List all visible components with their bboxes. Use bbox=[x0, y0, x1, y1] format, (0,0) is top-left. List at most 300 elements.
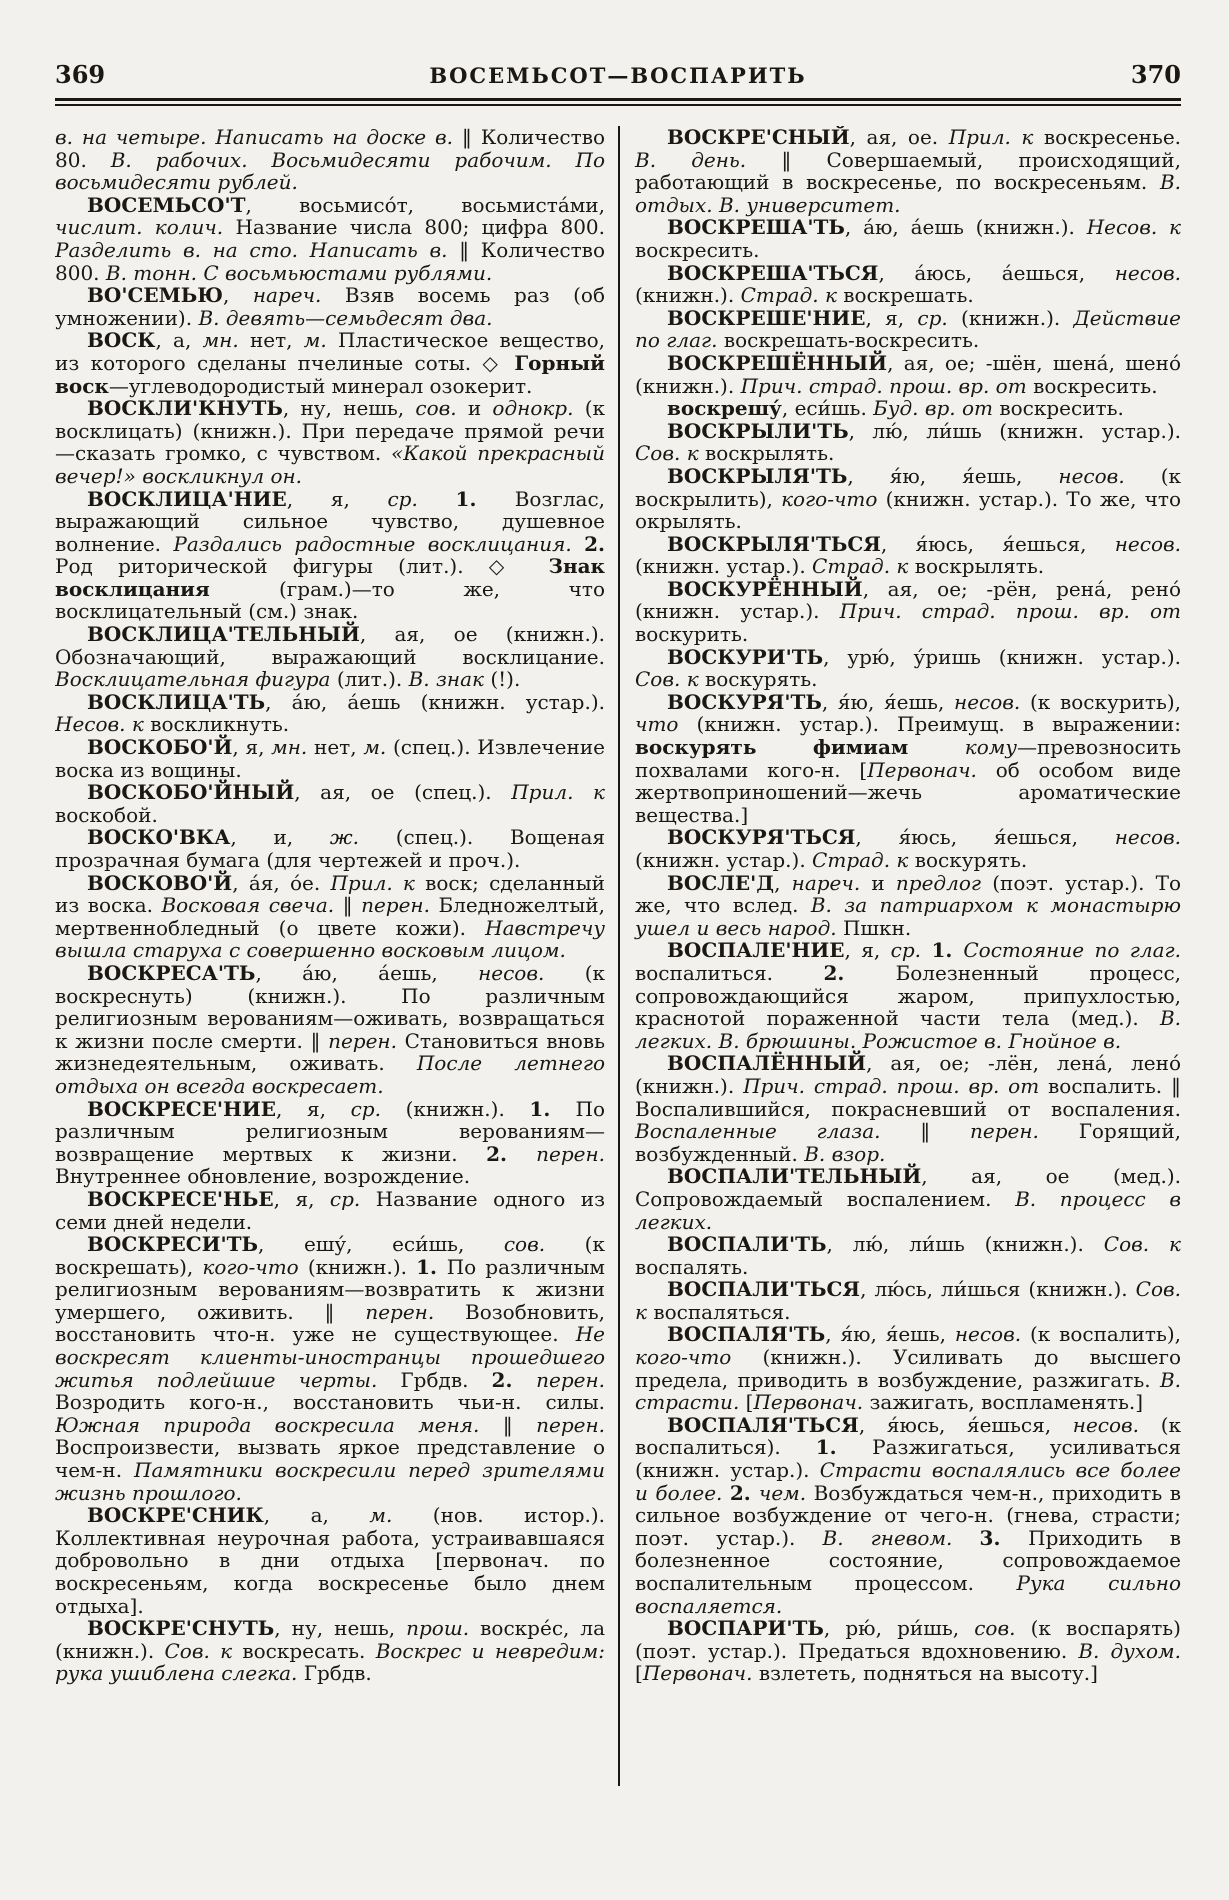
text-run: , лю́, ли́шь (книжн. устар.). bbox=[848, 418, 1181, 443]
text-run: воспаляться. bbox=[653, 1299, 791, 1324]
text-run: ВОСПАЛЕ'НИЕ bbox=[667, 938, 845, 963]
text-run: ВОСКУРЯ'ТЬ bbox=[667, 689, 822, 714]
text-run: , и, bbox=[230, 825, 330, 850]
text-run: ВОСКРЕСЕ'НИЕ bbox=[87, 1096, 277, 1121]
dictionary-entry bbox=[635, 216, 1181, 261]
text-run: ВОСКО'ВКА bbox=[87, 825, 231, 850]
text-run: ВОСКРЕ'СНИК bbox=[87, 1503, 264, 1528]
text-run: В. взор. bbox=[804, 1141, 886, 1166]
text-run: несов. bbox=[478, 960, 585, 985]
text-run: Первонач. bbox=[753, 1390, 870, 1415]
text-run: , ая, ое; -рён, рена́, рено́ (книжн. устар.). bbox=[635, 576, 1181, 624]
text-run: ВОСКУРЯ'ТЬСЯ bbox=[667, 825, 856, 850]
page-number-right: 370 bbox=[1130, 60, 1181, 89]
text-run: Род риторической фигуры (лит.). ◇ bbox=[55, 554, 549, 579]
text-run: об особом виде жертвоприношений—жечь ароматические вещества.] bbox=[635, 757, 1181, 827]
text-run: Прил. к bbox=[948, 126, 1044, 149]
text-run: Прич. страд. прош. вр. от bbox=[743, 1073, 1049, 1098]
text-run: ВОСКУРИ'ТЬ bbox=[667, 644, 824, 669]
dictionary-entry bbox=[635, 465, 1181, 533]
text-run: воскурить. bbox=[635, 622, 749, 647]
header-rule bbox=[55, 98, 1181, 106]
column-right bbox=[618, 126, 1181, 1786]
text-run: —превозносить похвалами кого-н. [ bbox=[635, 735, 1181, 782]
text-run: 2. bbox=[729, 1480, 759, 1505]
dictionary-entry bbox=[635, 1233, 1181, 1278]
text-run: перен. bbox=[361, 893, 439, 918]
text-run: кого-что bbox=[781, 486, 886, 511]
text-run: ВОСКРЕШЕ'НИЕ bbox=[667, 305, 866, 330]
text-run: Грбдв. bbox=[303, 1661, 372, 1686]
text-run: Возбуждаться чем-н., приходить в сильное возбуждение от чего-н. (гнева, страсти; поэт. устар.). bbox=[635, 1480, 1181, 1550]
text-run: воскурять. bbox=[914, 848, 1028, 872]
text-run: воспалиться. bbox=[635, 960, 824, 985]
dictionary-entry bbox=[635, 397, 1181, 420]
text-run: Разделить в. на сто. Написать в. bbox=[55, 237, 460, 262]
text-run: ВОСКУРЁННЫЙ bbox=[667, 576, 863, 601]
text-run: , я́юсь, я́ешься, bbox=[858, 1412, 1073, 1437]
text-run: В. духом. bbox=[1078, 1638, 1181, 1663]
text-run: воскурять. bbox=[705, 667, 818, 692]
text-run: Пшкн. bbox=[842, 915, 912, 940]
text-run: несов. bbox=[1072, 1412, 1161, 1437]
dictionary-entry bbox=[55, 329, 605, 397]
text-run: В. знак bbox=[408, 667, 491, 692]
text-run: воспалять. bbox=[635, 1254, 749, 1279]
text-run: (нов. истор.). Коллективная неурочная работа, устраивавшаяся добровольно в дни отдыха [первонач. по воскресеньям, когда воскресенье было днем отдыха]. bbox=[55, 1503, 606, 1618]
text-run: воскрылять. bbox=[705, 441, 835, 466]
text-run: , рю́, ри́шь, bbox=[823, 1616, 975, 1641]
text-run: 3. bbox=[979, 1525, 1029, 1550]
text-run: ВОСКЛИЦА'ТЬ bbox=[87, 689, 266, 714]
text-run: 2. bbox=[486, 1141, 537, 1166]
text-run: Состояние по глаг. bbox=[963, 938, 1181, 963]
text-run: ВОСПАРИ'ТЬ bbox=[667, 1616, 824, 1641]
text-run: сов. bbox=[974, 1616, 1031, 1641]
dictionary-entry bbox=[635, 578, 1181, 646]
text-run: воск; сделанный из воска. bbox=[55, 870, 605, 918]
text-run: нареч. bbox=[791, 870, 872, 895]
running-title: ВОСЕМЬСОТ—ВОСПАРИТЬ bbox=[429, 63, 807, 88]
dictionary-entry bbox=[55, 1617, 605, 1685]
text-run: (книжн.). bbox=[635, 283, 741, 308]
text-run: В. за патриархом к монастырю ушел и весь народ. bbox=[635, 893, 1181, 940]
text-run: [ bbox=[745, 1390, 754, 1415]
text-run: Прич. страд. прош. вр. от bbox=[740, 373, 1034, 398]
text-run: (книжн.). bbox=[961, 305, 1074, 330]
text-run: 1. bbox=[455, 486, 515, 511]
text-run: , ая, ое; -лён, лена́, лено́ (книжн.). bbox=[635, 1051, 1181, 1098]
text-run: ‖ Совершаемый, происходящий, работающий в воскресенье, по воскресеньям. bbox=[635, 147, 1181, 195]
text-run: воспалить. ‖ Воспалившийся, покрасневший от воспаления. bbox=[635, 1073, 1181, 1121]
dictionary-entry bbox=[635, 1414, 1181, 1617]
text-run: в. на четыре. Написать на доске в. bbox=[55, 126, 462, 149]
text-run: Возобновить, восстановить что-н. уже не существующее. bbox=[55, 1299, 605, 1347]
text-run: После летнего отдыха он всегда воскресает. bbox=[55, 1051, 605, 1098]
text-run: ср. bbox=[387, 486, 456, 511]
text-run: сов. bbox=[415, 396, 468, 421]
text-run: ВОСКЛИ'КНУТЬ bbox=[87, 396, 283, 421]
text-run: Страсти воспалялись все более и более. bbox=[635, 1458, 1181, 1505]
text-run: воскре́с, ла (книжн.). bbox=[55, 1616, 606, 1663]
text-run: 1. bbox=[416, 1254, 447, 1279]
dictionary-entry bbox=[635, 872, 1181, 940]
text-run: мн. bbox=[202, 328, 250, 353]
text-run: В. гневом. bbox=[822, 1525, 980, 1550]
dictionary-entry bbox=[635, 1323, 1181, 1413]
text-run: ср. bbox=[329, 1186, 376, 1211]
text-run: (к воскреснуть) (книжн.). По различным религиозным верованиям—оживать, возвращаться к жизни после смерти. ‖ bbox=[55, 960, 605, 1053]
text-run: Страд. к bbox=[740, 283, 844, 308]
text-run: ВОСКОВО'Й bbox=[87, 870, 233, 895]
text-run: несов. bbox=[954, 1322, 1030, 1347]
text-run: ‖ bbox=[502, 1412, 537, 1437]
text-run: (!). bbox=[490, 667, 521, 692]
text-run: несов. bbox=[954, 689, 1030, 714]
text-run: Несов. к bbox=[55, 712, 151, 737]
text-run: 1. bbox=[529, 1096, 576, 1121]
text-run: ВОСЕМЬСО'Т bbox=[87, 192, 246, 217]
dictionary-entry bbox=[635, 262, 1181, 307]
text-run: Первонач. bbox=[642, 1661, 759, 1686]
text-run: , а́я, о́е. bbox=[232, 870, 331, 895]
text-run: В. процесс в легких. bbox=[635, 1186, 1181, 1234]
text-run: (книжн.). Усиливать до высшего предела, приводить в возбуждение, разжигать. bbox=[635, 1345, 1181, 1392]
dictionary-entry bbox=[635, 939, 1181, 1052]
text-run: ВОСК bbox=[87, 328, 156, 353]
text-run: перен. bbox=[328, 1028, 405, 1053]
text-run: 1. bbox=[931, 938, 964, 963]
text-run: Несов. к bbox=[1086, 215, 1181, 240]
text-run: 1. bbox=[815, 1435, 873, 1460]
dictionary-entry bbox=[635, 307, 1181, 352]
text-run: (лит.). bbox=[336, 667, 409, 692]
text-run: м. bbox=[369, 1503, 433, 1528]
text-run: , я, bbox=[844, 938, 891, 963]
text-run: , bbox=[223, 283, 253, 308]
text-run: воскресать. bbox=[242, 1638, 376, 1663]
text-run: Знак восклицания bbox=[55, 554, 605, 601]
text-run: Разжигаться, усиливаться (книжн. устар.). bbox=[635, 1435, 1181, 1483]
text-run: , я, bbox=[232, 735, 272, 760]
text-run: воскресить. bbox=[1033, 373, 1158, 398]
dictionary-entry bbox=[635, 352, 1181, 397]
text-run: , я, bbox=[286, 486, 388, 511]
text-run: , а, bbox=[263, 1503, 370, 1528]
text-run: Название одного из семи дней недели. bbox=[55, 1186, 606, 1234]
text-run: , урю́, у́ришь (книжн. устар.). bbox=[823, 644, 1181, 669]
text-run: ВОСКРЕША'ТЬ bbox=[667, 215, 845, 240]
text-run: , а́юсь, а́ешься, bbox=[878, 260, 1115, 285]
text-run: Первонач. bbox=[867, 757, 996, 782]
text-run: Страд. к bbox=[812, 554, 915, 579]
text-run: кому bbox=[964, 735, 1017, 760]
dictionary-entry bbox=[55, 623, 605, 691]
text-run: (книжн. устар.). Преимущ. в выражении: bbox=[696, 712, 1181, 737]
text-run: и bbox=[871, 870, 896, 895]
text-run: ВОСКРЕШЁННЫЙ bbox=[667, 350, 888, 375]
text-run: перен. bbox=[536, 1141, 606, 1166]
text-run: несов. bbox=[1114, 825, 1181, 850]
text-run: Навстречу вышла старуха с совершенно восковым лицом. bbox=[55, 915, 605, 963]
text-run: (к воскрылить), bbox=[635, 463, 1181, 511]
text-run: перен. bbox=[365, 1299, 465, 1324]
dictionary-entry bbox=[55, 781, 605, 826]
text-run: (к воспарять) (поэт. устар.). Предаться вдохновению. bbox=[635, 1616, 1181, 1663]
text-run: однокр. bbox=[492, 396, 585, 421]
text-run: ВОСКОБО'Й bbox=[87, 735, 233, 760]
text-run: Возглас, выражающий сильное чувство, душевное волнение. bbox=[55, 486, 606, 556]
text-run: , ешу́, еси́шь, bbox=[258, 1232, 504, 1257]
text-run: В. легких. В. брюшины. Рожистое в. Гнойное в. bbox=[635, 1006, 1181, 1053]
text-run: ср. bbox=[890, 938, 932, 963]
text-run: ВОСКЛИЦА'ТЕЛЬНЫЙ bbox=[87, 622, 360, 647]
dictionary-entry bbox=[55, 872, 605, 962]
text-run: , ая, ое (спец.). bbox=[294, 780, 512, 805]
text-run: м. bbox=[303, 328, 338, 353]
text-run: ВОСПАЛЯ'ТЬ bbox=[667, 1322, 826, 1347]
dictionary-entry bbox=[55, 126, 605, 194]
text-run: Горный воск bbox=[55, 350, 605, 398]
text-run: (книжн.). bbox=[307, 1254, 417, 1279]
text-run: , я́ю, я́ешь, bbox=[821, 689, 955, 714]
text-run: Становиться вновь жизнедеятельным, оживать. bbox=[55, 1028, 605, 1076]
text-run: ВОСКРЕ'СНУТЬ bbox=[87, 1616, 275, 1641]
dictionary-entry bbox=[635, 1617, 1181, 1685]
text-run: В. отдых. В. университет. bbox=[635, 170, 1181, 217]
text-run: [ bbox=[635, 1661, 643, 1686]
text-run: предлог bbox=[895, 870, 993, 895]
text-run: , ая, ое. bbox=[849, 126, 949, 149]
text-run: Прил. к bbox=[511, 780, 605, 805]
text-run: В. девять—семьдесят два. bbox=[198, 305, 493, 330]
text-run: несов. bbox=[1058, 463, 1161, 488]
text-run: ВОСПАЛИ'ТЬ bbox=[667, 1232, 827, 1257]
text-run: Не воскресят клиенты-иностранцы прошедшего житья подлейшие черты. bbox=[55, 1322, 605, 1392]
text-run: и bbox=[467, 396, 493, 421]
text-run: Грбдв. bbox=[400, 1367, 492, 1392]
text-run: (спец.). Вощеная прозрачная бумага (для чертежей и проч.). bbox=[55, 825, 605, 872]
text-run: , а́ю, а́ешь, bbox=[255, 960, 479, 985]
text-run: 2. bbox=[491, 1367, 537, 1392]
text-run: воскобой. bbox=[55, 802, 158, 827]
text-run: ВОСКРЕША'ТЬСЯ bbox=[667, 260, 879, 285]
text-run: воскрылять. bbox=[914, 554, 1045, 579]
text-run: В. рабочих. Восьмидесяти рабочим. По восьмидесяти рублей. bbox=[55, 147, 605, 195]
text-run: ВОСПАЛЁННЫЙ bbox=[667, 1051, 867, 1076]
text-run: , bbox=[774, 870, 792, 895]
text-run: , ну, нешь, bbox=[282, 396, 416, 421]
text-run: перен. bbox=[536, 1367, 606, 1392]
text-run: воскресенье. bbox=[1043, 126, 1181, 149]
text-run: несов. bbox=[1114, 260, 1181, 285]
text-run: кого-что bbox=[202, 1254, 308, 1279]
text-run: Восклицательная фигура bbox=[55, 667, 337, 692]
text-run: ВОСПАЛЯ'ТЬСЯ bbox=[667, 1412, 859, 1437]
text-run: воскрешать-воскресить. bbox=[723, 328, 980, 353]
text-run: (книжн. устар.). bbox=[635, 554, 813, 579]
text-run: нет, bbox=[314, 735, 364, 760]
dictionary-entry bbox=[635, 1052, 1181, 1165]
text-run: ВОСКРЕСЕ'НЬЕ bbox=[87, 1186, 274, 1211]
text-run: ‖ Количество 80. bbox=[55, 126, 605, 172]
text-run: ВОСКЛИЦА'НИЕ bbox=[87, 486, 287, 511]
text-run: воскресить. bbox=[635, 237, 760, 262]
text-run: Восковая свеча. bbox=[161, 893, 343, 918]
text-run: , ну, нешь, bbox=[274, 1616, 407, 1641]
dictionary-entry bbox=[55, 284, 605, 329]
text-run: , я́ю, я́ешь, bbox=[825, 1322, 955, 1347]
text-run: , восьмисо́т, восьмиста́ми, bbox=[245, 192, 605, 217]
text-run: (книжн.). bbox=[405, 1096, 530, 1121]
text-run: Сов. к bbox=[164, 1638, 243, 1663]
text-run: Взяв восемь раз (об умножении). bbox=[55, 283, 605, 330]
text-run: , я́ю, я́ешь, bbox=[847, 463, 1059, 488]
text-run: м. bbox=[363, 735, 393, 760]
text-run: Действие по глаг. bbox=[635, 305, 1181, 353]
dictionary-entry bbox=[635, 533, 1181, 578]
text-run: сов. bbox=[503, 1232, 585, 1257]
text-run: Название числа 800; цифра 800. bbox=[235, 215, 606, 240]
text-run: Горящий, возбужденный. bbox=[635, 1119, 1181, 1166]
text-run: Воспроизвести, вызвать яркое представление о чем-н. bbox=[55, 1435, 605, 1483]
text-run: взлететь, подняться на высоту.] bbox=[758, 1661, 1098, 1686]
text-run: нареч. bbox=[252, 283, 345, 308]
text-run: (к восклицать) (книжн.). При передаче прямой речи—сказать громко, с чувством. bbox=[55, 396, 605, 466]
text-run: По различным религиозным верованиям—возвратить к жизни умершего, оживить. ‖ bbox=[55, 1254, 605, 1324]
text-run: Внутреннее обновление, возрождение. bbox=[55, 1164, 471, 1189]
dictionary-entry bbox=[635, 826, 1181, 871]
text-run: ВОСКРЕ'СНЫЙ bbox=[667, 126, 850, 149]
dictionary-entry bbox=[55, 1504, 605, 1617]
text-run: Возродить кого-н., восстановить чьи-н. силы. bbox=[55, 1390, 605, 1415]
text-run: 2. bbox=[823, 960, 896, 985]
text-run: ‖ bbox=[342, 893, 362, 918]
text-run: (поэт. устар.). То же, что вслед. bbox=[635, 870, 1181, 918]
text-run: нет, bbox=[249, 328, 304, 353]
text-run: воскликнуть. bbox=[150, 712, 290, 737]
text-run: Бледножелтый, мертвеннобледный (о цвете кожи). bbox=[55, 893, 605, 940]
text-run: Рука сильно воспаляется. bbox=[635, 1571, 1181, 1618]
text-run: Раздались радостные восклицания. bbox=[173, 531, 585, 556]
text-run: чем. bbox=[758, 1480, 814, 1505]
text-run: несов. bbox=[1114, 531, 1181, 556]
text-run: ‖ bbox=[920, 1119, 971, 1144]
text-run: ВОСКРЫЛЯ'ТЬ bbox=[667, 463, 848, 488]
text-run: ВОСЛЕ'Д bbox=[667, 870, 775, 895]
text-run: , я, bbox=[276, 1096, 351, 1121]
dictionary-entry bbox=[55, 962, 605, 1098]
text-run: ВОСКРЫЛИ'ТЬ bbox=[667, 418, 849, 443]
text-run: (книжн. устар.). bbox=[635, 848, 813, 872]
dictionary-entry bbox=[55, 691, 605, 736]
text-run: Сов. к bbox=[635, 667, 705, 692]
page-header bbox=[55, 60, 1181, 89]
text-run: Страд. к bbox=[812, 848, 915, 872]
text-run: Воспаленные глаза. bbox=[635, 1119, 921, 1144]
text-run: , а́ю, а́ешь (книжн. устар.). bbox=[265, 689, 605, 714]
text-run: (к воскрешать), bbox=[55, 1232, 605, 1279]
text-run: , я́юсь, я́ешься, bbox=[855, 825, 1115, 850]
dictionary-entry bbox=[635, 1278, 1181, 1323]
dictionary-entry bbox=[635, 420, 1181, 465]
text-run: , ая, ое; -шён, шена́, шено́ (книжн.). bbox=[635, 350, 1181, 398]
page-number-left: 369 bbox=[55, 60, 106, 89]
text-run: воскресить. bbox=[999, 396, 1124, 421]
text-run: ВО'СЕМЬЮ bbox=[87, 283, 223, 308]
text-run: ‖ Количество 800. bbox=[55, 237, 605, 285]
text-run: В. день. bbox=[635, 147, 782, 172]
dictionary-entry bbox=[55, 488, 605, 624]
dictionary-entry bbox=[55, 397, 605, 487]
text-run: воскрешу́ bbox=[667, 396, 782, 421]
text-run: мн. bbox=[271, 735, 315, 760]
text-run: ВОСКОБО'ЙНЫЙ bbox=[87, 780, 295, 805]
text-run: ВОСПАЛИ'ТЕЛЬНЫЙ bbox=[667, 1164, 922, 1189]
text-run: «Какой прекрасный вечер!» воскликнул он. bbox=[55, 441, 605, 488]
text-run: зажигать, воспламенять.] bbox=[869, 1390, 1144, 1415]
text-run: Сов. к bbox=[635, 441, 705, 466]
text-run: (к воспалиться). bbox=[635, 1412, 1181, 1460]
text-run: Южная природа воскресила меня. bbox=[55, 1412, 503, 1437]
text-run: 2. bbox=[584, 531, 605, 556]
text-run: , я, bbox=[273, 1186, 330, 1211]
text-run: В. страсти. bbox=[635, 1367, 1181, 1415]
text-run: ВОСПАЛИ'ТЬСЯ bbox=[667, 1277, 861, 1302]
text-run: ВОСКРЕСИ'ТЬ bbox=[87, 1232, 259, 1257]
text-run: что bbox=[635, 712, 697, 737]
text-run: (спец.). Извлечение воска из вощины. bbox=[55, 735, 605, 782]
text-run: Болезненный процесс, сопровождающийся жаром, припухлостью, краснотой пораженной части тела (мед.). bbox=[635, 960, 1181, 1031]
text-run: (книжн. устар.). То же, что окрылять. bbox=[635, 486, 1181, 534]
text-run: числит. колич. bbox=[55, 215, 236, 240]
text-run: Прич. страд. прош. вр. от bbox=[839, 599, 1181, 624]
text-run: , ая, ое (мед.). Сопровождаемый воспалением. bbox=[635, 1164, 1181, 1211]
text-run: По различным религиозным верованиям—возвращение мертвых к жизни. bbox=[55, 1096, 606, 1166]
text-run: ср. bbox=[350, 1096, 406, 1121]
text-run: воскурять фимиам bbox=[635, 735, 965, 760]
dictionary-entry bbox=[635, 126, 1181, 216]
dictionary-entry bbox=[55, 736, 605, 781]
text-run: перен. bbox=[970, 1119, 1079, 1144]
text-run: ж. bbox=[329, 825, 396, 850]
text-run: (грам.)—то же, что восклицательный (см.) знак. bbox=[55, 576, 605, 624]
text-run: (к воскурить), bbox=[1029, 689, 1181, 714]
dictionary-entry bbox=[55, 194, 605, 284]
text-run: , а́ю, а́ешь (книжн.). bbox=[844, 215, 1087, 240]
dictionary-entry bbox=[55, 1188, 605, 1233]
text-run: Сов. к bbox=[635, 1277, 1181, 1324]
text-run: Приходить в болезненное состояние, сопровождаемое воспалительным процессом. bbox=[635, 1525, 1181, 1595]
dictionary-entry bbox=[55, 1098, 605, 1188]
text-run: , еси́шь. bbox=[781, 396, 874, 421]
text-run: Пластическое вещество, из которого сделаны пчелиные соты. ◇ bbox=[55, 328, 606, 375]
text-run: , лю́, ли́шь (книжн.). bbox=[826, 1232, 1104, 1257]
text-run: ср. bbox=[917, 305, 962, 330]
text-run: Прил. к bbox=[330, 870, 426, 895]
text-run: воскрешать. bbox=[843, 283, 974, 308]
text-run: —углеводородистый минерал озокерит. bbox=[108, 373, 533, 398]
text-run: ВОСКРЕСА'ТЬ bbox=[87, 960, 256, 985]
text-run: , я́юсь, я́ешься, bbox=[880, 531, 1115, 556]
text-run: Памятники воскресили перед зрителями жизнь прошлого. bbox=[55, 1458, 605, 1505]
text-run: Буд. вр. от bbox=[873, 396, 1000, 421]
dictionary-entry bbox=[635, 1165, 1181, 1233]
text-run: (к воспалить), bbox=[1029, 1322, 1181, 1347]
text-run: кого-что bbox=[635, 1345, 763, 1370]
column-left bbox=[55, 126, 618, 1786]
text-run: Воскрес и невредим: рука ушиблена слегка. bbox=[55, 1638, 606, 1686]
